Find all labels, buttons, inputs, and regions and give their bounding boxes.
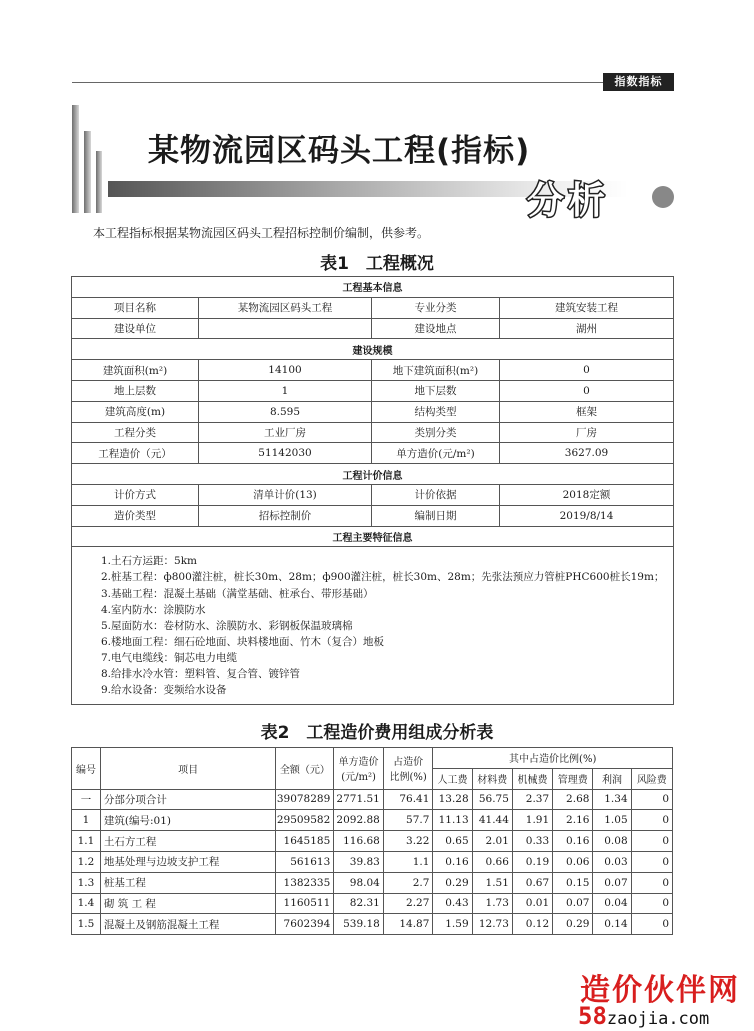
deco-bar-1	[72, 105, 79, 213]
table-row	[72, 893, 673, 914]
table-cell: 2.37	[512, 789, 552, 810]
table-cell: 1.51	[472, 872, 512, 893]
table-cell: 造价类型	[72, 505, 199, 526]
table-cell: 0.43	[433, 893, 472, 914]
table-row	[72, 339, 674, 360]
watermark-domain-text: zaojia.com	[606, 1009, 710, 1029]
table-cell: 建筑高度(m)	[72, 401, 199, 422]
table-cell: 0.04	[593, 893, 631, 914]
header-no: 编号	[72, 748, 101, 790]
table-cell: 41.44	[472, 810, 512, 831]
table-cell: 57.7	[383, 810, 433, 831]
table-cell: 建筑安装工程	[500, 297, 674, 318]
table-row	[72, 277, 674, 298]
table-cell: 建筑面积(m²)	[72, 360, 199, 381]
decorative-dot	[652, 186, 674, 208]
feature-item: 8.给排水冷水管：塑料管、复合管、镀锌管	[101, 668, 301, 681]
feature-item: 9.给水设备：变频给水设备	[101, 684, 227, 697]
table-row	[72, 526, 674, 547]
table-cell: 14100	[199, 360, 372, 381]
section-pricing-info: 工程计价信息	[72, 464, 674, 485]
header-ratio	[383, 748, 433, 790]
table-row	[72, 443, 674, 464]
table-cell: 0	[500, 360, 674, 381]
table-cell: 29509582	[276, 810, 334, 831]
table-cell: 2.7	[383, 872, 433, 893]
table-cell: 结构类型	[372, 401, 500, 422]
table-cell: 地下建筑面积(m²)	[372, 360, 500, 381]
table-cell: 计价方式	[72, 484, 199, 505]
table-cell: 1160511	[276, 893, 334, 914]
page-title: 某物流园区码头工程(指标)	[148, 133, 531, 169]
table-cell: 1.73	[472, 893, 512, 914]
table-cell: 地上层数	[72, 380, 199, 401]
header-machine: 机械费	[512, 768, 552, 789]
table-cell: 0.66	[472, 851, 512, 872]
header-unit-price	[334, 748, 384, 790]
page-subtitle: 分析	[527, 179, 609, 222]
table-cell: 1.3	[72, 872, 101, 893]
table-cell: 桩基工程	[100, 872, 276, 893]
table-cell: 混凝土及钢筋混凝土工程	[100, 914, 276, 935]
table-row	[72, 401, 674, 422]
table-cell: 项目名称	[72, 297, 199, 318]
table-cell: 工程分类	[72, 422, 199, 443]
table-row	[72, 464, 674, 485]
deco-bar-3	[96, 151, 102, 213]
feature-item: 3.基础工程：混凝土基础（满堂基础、桩承台、带形基础）	[101, 587, 374, 600]
header-management: 管理费	[553, 768, 593, 789]
feature-item: 5.屋面防水：卷材防水、涂膜防水、彩钢板保温玻璃棉	[101, 619, 353, 632]
header-labor: 人工费	[433, 768, 472, 789]
table-cell: 1.05	[593, 810, 631, 831]
intro-text: 本工程指标根据某物流园区码头工程招标控制价编制，供参考。	[93, 226, 430, 240]
header-rule	[72, 82, 672, 83]
table-cell: 0.16	[433, 851, 472, 872]
table-cell: 0.29	[553, 914, 593, 935]
table-cell: 0	[631, 872, 672, 893]
table-cell: 0.01	[512, 893, 552, 914]
table-cell: 1645185	[276, 831, 334, 852]
table-cell: 0	[631, 810, 672, 831]
table-row	[72, 831, 673, 852]
table-cell: 116.68	[334, 831, 384, 852]
table-cell: 82.31	[334, 893, 384, 914]
table-row	[72, 547, 674, 705]
table-cell: 单方造价(元/m²)	[372, 443, 500, 464]
table-cell: 539.18	[334, 914, 384, 935]
table-cell: 工程造价（元）	[72, 443, 199, 464]
table-cell: 76.41	[383, 789, 433, 810]
feature-item: 4.室内防水：涂膜防水	[101, 603, 206, 616]
table-cell: 0.07	[593, 872, 631, 893]
table-cell: 12.73	[472, 914, 512, 935]
table-cell: 2.27	[383, 893, 433, 914]
table-row	[72, 505, 674, 526]
table-cell: 0.16	[553, 831, 593, 852]
header-item: 项目	[100, 748, 276, 790]
table-cell: 1.91	[512, 810, 552, 831]
feature-item: 7.电气电缆线：铜芯电力电缆	[101, 651, 238, 664]
header-amount: 全额（元）	[276, 748, 334, 790]
table-cell: 某物流园区码头工程	[199, 297, 372, 318]
watermark-domain	[578, 1002, 709, 1030]
table-row	[72, 422, 674, 443]
table-cell: 框架	[500, 401, 674, 422]
table-cell: 1382335	[276, 872, 334, 893]
header-ratio-label: 占造价	[393, 757, 424, 769]
project-overview-table	[71, 276, 674, 705]
table-cell: 2.16	[553, 810, 593, 831]
table-cell: 分部分项合计	[100, 789, 276, 810]
section-construction-scale: 建设规模	[72, 339, 674, 360]
table-row	[72, 789, 673, 810]
header-profit: 利润	[593, 768, 631, 789]
table-cell: 0.29	[433, 872, 472, 893]
table-cell: 0.67	[512, 872, 552, 893]
table-cell: 1.2	[72, 851, 101, 872]
table-cell: 39078289	[276, 789, 334, 810]
table-cell: 2092.88	[334, 810, 384, 831]
table-cell: 0	[631, 851, 672, 872]
table-cell: 砌 筑 工 程	[100, 893, 276, 914]
table-cell: 1.1	[72, 831, 101, 852]
table-cell: 0	[631, 893, 672, 914]
table-cell: 13.28	[433, 789, 472, 810]
section-tag: 指数指标	[603, 73, 674, 91]
feature-item: 6.楼地面工程：细石砼地面、块料楼地面、竹木（复合）地板	[101, 635, 385, 648]
table-cell: 0.12	[512, 914, 552, 935]
table-cell: 工业厂房	[199, 422, 372, 443]
table-cell: 编制日期	[372, 505, 500, 526]
table-cell: 561613	[276, 851, 334, 872]
table-cell: 0.19	[512, 851, 552, 872]
table-cell: 招标控制价	[199, 505, 372, 526]
header-unit-price-unit: (元/m²)	[341, 772, 376, 784]
table-cell: 0	[631, 789, 672, 810]
table-row	[72, 297, 674, 318]
table-cell: 7602394	[276, 914, 334, 935]
table-cell: 建设地点	[372, 318, 500, 339]
table-cell: 1.1	[383, 851, 433, 872]
table-cell: 0.65	[433, 831, 472, 852]
table-cell: 地基处理与边坡支护工程	[100, 851, 276, 872]
table2-caption: 表2 工程造价费用组成分析表	[260, 723, 494, 743]
table-row	[72, 851, 673, 872]
table-cell	[199, 318, 372, 339]
table-cell: 3627.09	[500, 443, 674, 464]
table-cell: 0.08	[593, 831, 631, 852]
table-cell: 0	[500, 380, 674, 401]
table-row	[72, 380, 674, 401]
table-cell: 0	[631, 831, 672, 852]
table-cell: 厂房	[500, 422, 674, 443]
section-main-features: 工程主要特征信息	[72, 526, 674, 547]
table-cell: 1	[72, 810, 101, 831]
feature-item: 2.桩基工程：ф800灌注桩，桩长30m、28m；ф900灌注桩，桩长30m、28m；先张法预应力管桩PHC600桩长19m；	[101, 571, 665, 584]
table-cell: 0.14	[593, 914, 631, 935]
table-cell: 建设单位	[72, 318, 199, 339]
header-ratio-unit: 比例(%)	[389, 772, 427, 784]
table-cell: 2018定额	[500, 484, 674, 505]
feature-item: 1.土石方运距：5km	[101, 555, 198, 568]
table-cell: 清单计价(13)	[199, 484, 372, 505]
table-cell: 地下层数	[372, 380, 500, 401]
table-cell: 56.75	[472, 789, 512, 810]
cost-breakdown-table	[71, 747, 673, 935]
table-row	[72, 484, 674, 505]
table-cell: 0	[631, 914, 672, 935]
table-cell: 0.33	[512, 831, 552, 852]
table-cell: 类别分类	[372, 422, 500, 443]
table-cell: 14.87	[383, 914, 433, 935]
table-cell: 1	[199, 380, 372, 401]
table-cell: 土石方工程	[100, 831, 276, 852]
table-cell: 一	[72, 789, 101, 810]
table-row	[72, 360, 674, 381]
table-row	[72, 318, 674, 339]
table-cell: 0.15	[553, 872, 593, 893]
table-cell: 湖州	[500, 318, 674, 339]
header-risk: 风险费	[631, 768, 672, 789]
table-cell: 0.07	[553, 893, 593, 914]
table-cell: 39.83	[334, 851, 384, 872]
table-cell: 51142030	[199, 443, 372, 464]
header-unit-price-label: 单方造价	[338, 757, 379, 769]
table-cell: 1.4	[72, 893, 101, 914]
watermark-brand: 造价伙伴网	[580, 973, 740, 1008]
table-cell: 专业分类	[372, 297, 500, 318]
table-cell: 98.04	[334, 872, 384, 893]
header-breakdown: 其中占造价比例(%)	[433, 748, 673, 769]
table1-caption: 表1 工程概况	[320, 254, 434, 274]
table-cell: 2.68	[553, 789, 593, 810]
table-cell: 1.59	[433, 914, 472, 935]
table-cell: 计价依据	[372, 484, 500, 505]
table-cell: 2019/8/14	[500, 505, 674, 526]
table-cell: 0.06	[553, 851, 593, 872]
deco-bar-2	[84, 131, 91, 213]
section-basic-info: 工程基本信息	[72, 277, 674, 298]
features-list	[72, 547, 674, 705]
table-cell: 3.22	[383, 831, 433, 852]
table-cell: 2771.51	[334, 789, 384, 810]
table-row	[72, 872, 673, 893]
table-cell: 1.34	[593, 789, 631, 810]
table-row	[72, 914, 673, 935]
table-cell: 0.03	[593, 851, 631, 872]
table-cell: 8.595	[199, 401, 372, 422]
table-cell: 1.5	[72, 914, 101, 935]
table-cell: 建筑(编号:01)	[100, 810, 276, 831]
watermark-prefix: 58	[578, 1002, 607, 1030]
table-row	[72, 810, 673, 831]
table-cell: 2.01	[472, 831, 512, 852]
header-material: 材料费	[472, 768, 512, 789]
table-cell: 11.13	[433, 810, 472, 831]
